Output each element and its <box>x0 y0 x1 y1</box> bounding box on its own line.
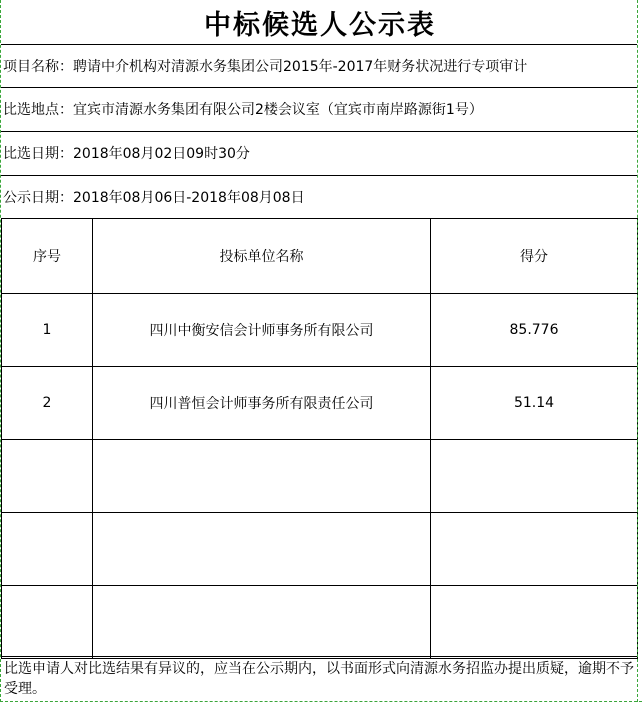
row-bidder-name <box>93 440 431 513</box>
table-row <box>2 294 638 367</box>
frame-left-border <box>0 0 1 702</box>
row-score <box>431 440 638 513</box>
project-name-row <box>1 44 637 87</box>
row-bidder-name <box>93 513 431 586</box>
row-bidder-name: 四川中衡安信会计师事务所有限公司 <box>93 294 431 367</box>
selection-date-value: 2018年08月02日09时30分 <box>73 146 250 162</box>
table-row <box>2 367 638 440</box>
row-score <box>431 513 638 586</box>
publicity-date-value: 2018年08月06日-2018年08月08日 <box>73 190 305 206</box>
table-row <box>2 513 638 586</box>
row-index: 2 <box>2 367 93 440</box>
row-bidder-name: 四川普恒会计师事务所有限责任公司 <box>93 367 431 440</box>
document-title: 中标候选人公示表 <box>204 9 436 41</box>
selection-location-value: 宜宾市清源水务集团有限公司2楼会议室（宜宾市南岸路源街1号） <box>73 102 483 118</box>
row-index: 1 <box>2 294 93 367</box>
row-index <box>2 586 93 659</box>
project-name-label: 项目名称： <box>3 59 73 75</box>
table-row <box>2 586 638 659</box>
row-score: 51.14 <box>431 367 638 440</box>
header-index: 序号 <box>2 219 93 294</box>
row-score <box>431 586 638 659</box>
table-header-row <box>2 219 638 294</box>
selection-location-label: 比选地点： <box>3 102 73 118</box>
row-score: 85.776 <box>431 294 638 367</box>
selection-date-label: 比选日期： <box>3 146 73 162</box>
candidate-table <box>1 218 638 659</box>
objection-notice: 比选申请人对比选结果有异议的，应当在公示期内，以书面形式向清源水务招监办提出质疑，逾期不予受理。 <box>1 656 637 701</box>
table-row <box>2 440 638 513</box>
frame-right-border <box>637 0 638 702</box>
publicity-date-row <box>1 175 637 218</box>
publicity-date-label: 公示日期： <box>3 190 73 206</box>
row-bidder-name <box>93 586 431 659</box>
row-index <box>2 440 93 513</box>
header-bidder-name: 投标单位名称 <box>93 219 431 294</box>
header-score: 得分 <box>431 219 638 294</box>
selection-location-row <box>1 87 637 130</box>
selection-date-row <box>1 131 637 174</box>
project-name-value: 聘请中介机构对清源水务集团公司2015年-2017年财务状况进行专项审计 <box>73 59 528 75</box>
row-index <box>2 513 93 586</box>
